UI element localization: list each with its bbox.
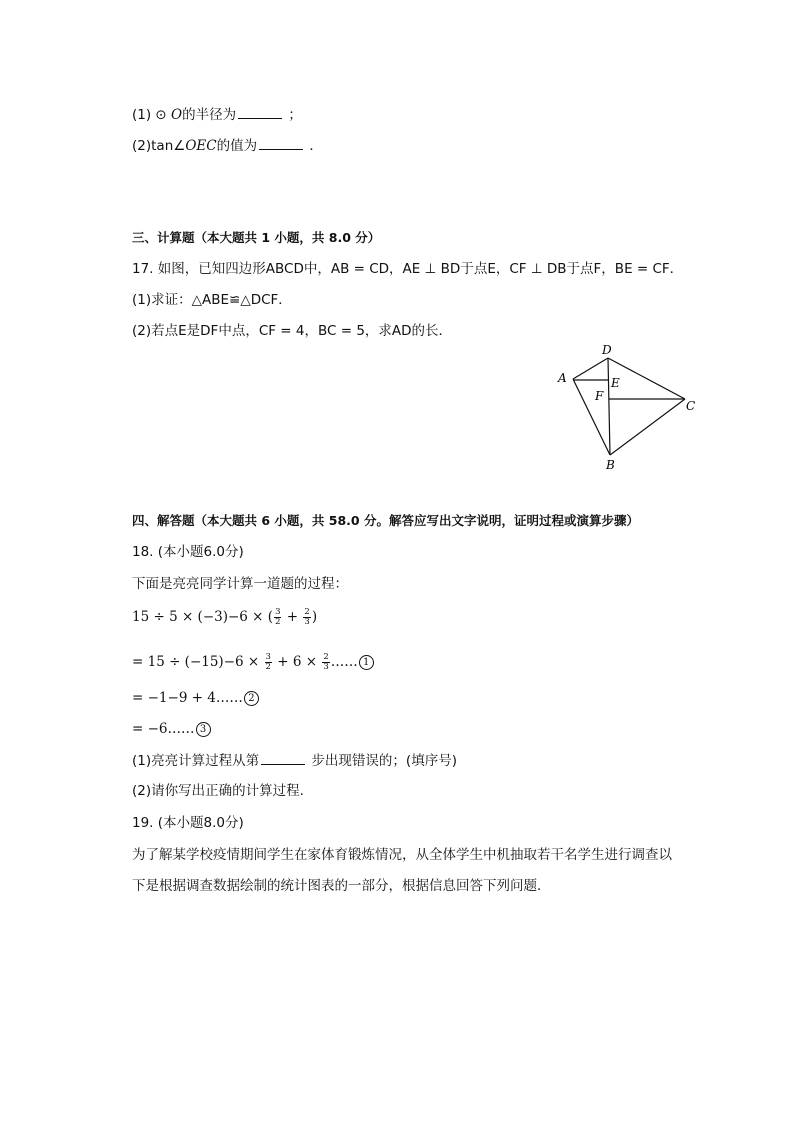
label-e: E [611, 376, 620, 390]
q19-header: 19. (本小题8.0分) [132, 815, 244, 831]
label-f: F [595, 389, 604, 403]
fraction: $\frac{3}{2}$ [265, 652, 271, 672]
q19-line1: 为了解某学校疫情期间学生在家体育锻炼情况，从全体学生中机抽取若干名学生进行调查以 [132, 847, 672, 863]
var-o: O [171, 107, 183, 123]
label-a: A [558, 371, 567, 385]
q16-sub1: (1) ⊙ O的半径为 ； [132, 104, 302, 125]
fraction: $\frac{3}{2}$ [275, 607, 281, 627]
step-number-3: 3 [196, 722, 211, 737]
step-number-1: 1 [359, 655, 374, 670]
q18-header: 18. (本小题6.0分) [132, 544, 244, 560]
quadrilateral-figure [552, 344, 702, 474]
q17-stem: 17. 如图，已知四边形ABCD中，AB = CD，AE ⊥ BD于点E，CF ⊥ DB于点F，BE = CF． [132, 261, 684, 277]
q18-step3: = −6…… 3 [132, 719, 211, 739]
q19-line2: 下是根据调查数据绘制的统计图表的一部分，根据信息回答下列问题． [132, 878, 551, 894]
q18-step1: = 15 ÷ (−15)−6 × $\frac{3}{2}$ + 6 × $\frac{2}{3}$ …… 1 [132, 652, 374, 672]
segment-ad [573, 358, 608, 379]
segment-cb [610, 399, 685, 455]
q16-sub2: (2)tan∠OEC的值为 ． [132, 135, 323, 156]
answer-blank[interactable] [261, 750, 305, 765]
q18-expression: 15 ÷ 5 × (−3)−6 × ( $\frac{3}{2}$ + $\frac{2}{3}$ ) [132, 607, 318, 627]
step-number-2: 2 [244, 691, 259, 706]
segment-ba [573, 379, 610, 455]
section-heading: 四、解答题（本大题共 6 小题，共 58.0 分。解答应写出文字说明，证明过程或演算步骤） [132, 513, 639, 528]
answer-blank[interactable] [259, 135, 303, 150]
answer-blank[interactable] [238, 104, 282, 119]
q18-intro: 下面是亮亮同学计算一道题的过程： [132, 576, 348, 592]
label-d: D [602, 344, 612, 357]
fraction: $\frac{2}{3}$ [323, 652, 329, 672]
fraction: $\frac{2}{3}$ [304, 607, 310, 627]
q17-sub2: (2)若点E是DF中点，CF = 4，BC = 5，求AD的长． [132, 323, 453, 339]
q18-sub2: (2)请你写出正确的计算过程． [132, 783, 314, 799]
section-heading: 三、计算题（本大题共 1 小题，共 8.0 分） [132, 230, 381, 245]
q18-step2: = −1−9 + 4…… 2 [132, 688, 259, 708]
segment-db [608, 358, 610, 455]
label-b: B [606, 458, 615, 472]
q17-sub1: (1)求证：△ABE≌△DCF． [132, 292, 292, 308]
q18-sub1: (1)亮亮计算过程从第 步出现错误的；(填序号) [132, 750, 457, 771]
label-c: C [686, 399, 696, 413]
